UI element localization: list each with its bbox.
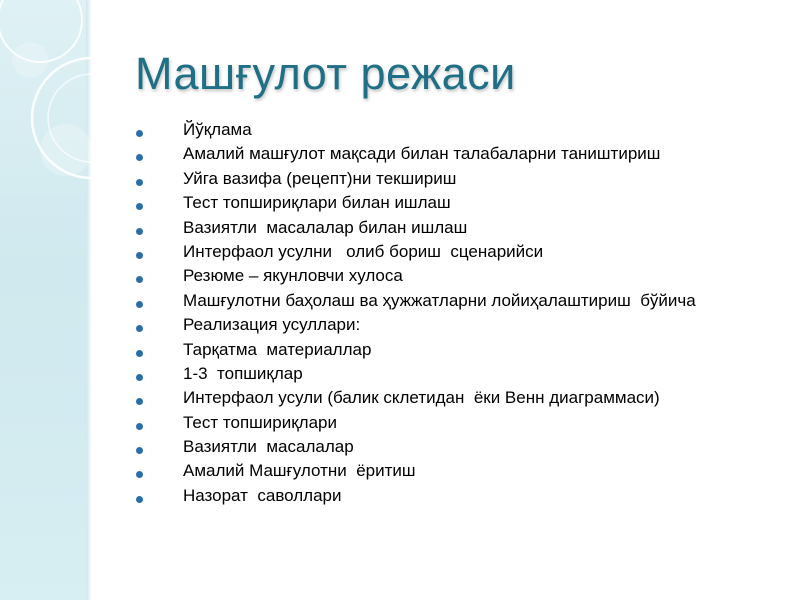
list-item-text: Реализация усуллари:: [183, 315, 361, 335]
list-item-text: Интерфаол усулни олиб бориш сценарийси: [183, 241, 544, 261]
list-item-text: Резюме – якунловчи хулоса: [183, 266, 403, 286]
list-item-text: Амалий машғулот мақсади билан талабаларни таништириш: [183, 144, 661, 164]
bullet-icon: [136, 179, 143, 186]
bullet-icon: [136, 276, 143, 283]
bullet-icon: [136, 447, 143, 454]
list-item-text: Назорат саволлари: [183, 485, 342, 505]
slide-title: Машғулот режаси: [135, 48, 516, 99]
list-item-text: 1-3 топшиқлар: [183, 363, 303, 383]
bullet-icon: [136, 301, 143, 308]
list-item-text: Тест топшириқлари билан ишлаш: [183, 193, 451, 213]
bullet-icon: [136, 252, 143, 259]
list-item-text: Йўқлама: [183, 120, 252, 139]
bullet-icon: [136, 374, 143, 381]
bullet-icon: [136, 496, 143, 503]
list-item-text: Вазиятли масалалар: [183, 437, 354, 457]
list-item-text: Интерфаол усули (балик склетидан ёки Венн диаграммаси): [183, 388, 660, 408]
bullet-icon: [136, 471, 143, 478]
bullet-icon: [136, 350, 143, 357]
list-item-text: Тест топшириқлари: [183, 412, 337, 432]
bullet-icon: [136, 228, 143, 235]
bullet-icon: [136, 398, 143, 405]
bullet-icon: [136, 130, 143, 137]
list-item-text: Амалий Машғулотни ёритиш: [183, 461, 416, 481]
bullet-icon: [136, 423, 143, 430]
decorative-circles: [0, 0, 200, 220]
list-item-text: Уйга вазифа (рецепт)ни текшириш: [183, 168, 457, 188]
list-item-text: Машғулотни баҳолаш ва ҳужжатларни лойиҳалаштириш бўйича: [183, 290, 696, 310]
list-item-text: Тарқатма материаллар: [183, 339, 372, 359]
list-item-text: Вазиятли масалалар билан ишлаш: [183, 217, 468, 237]
bullet-icon: [136, 325, 143, 332]
